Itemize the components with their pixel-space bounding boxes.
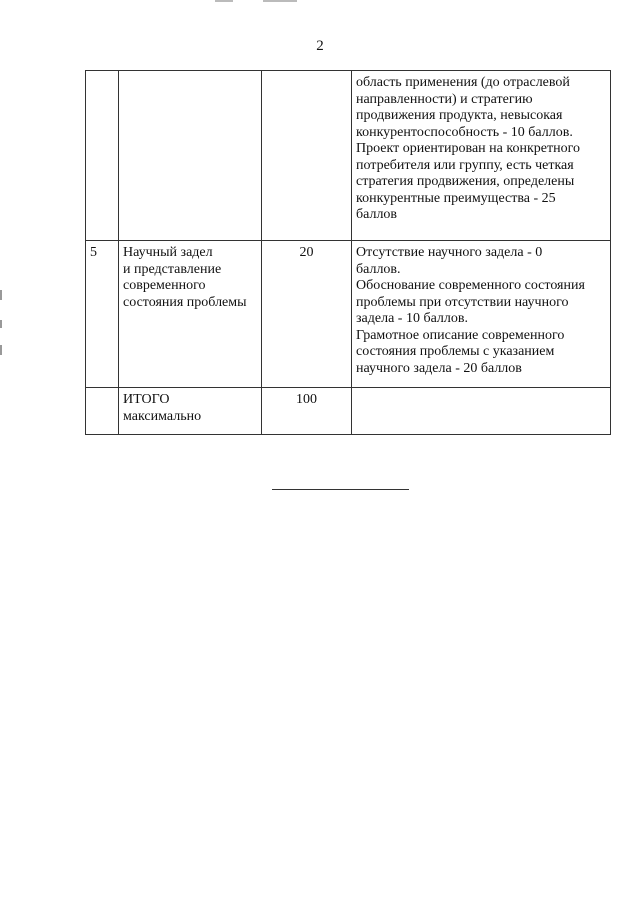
scoring-description-line: область применения (до отраслевой (356, 75, 570, 90)
scoring-description-line: направленности) и стратегию (356, 91, 533, 107)
criterion-name-line: максимально (123, 408, 202, 424)
scoring-description-line: конкурентоспособность - 10 баллов. (356, 124, 573, 140)
scoring-description-line: Проект ориентирован на конкретного (356, 141, 580, 156)
scoring-description-cell (352, 388, 611, 435)
scoring-description-line: конкурентные преимущества - 25 (356, 190, 556, 206)
scoring-description-line: баллов. (356, 261, 401, 277)
table-row (86, 71, 611, 241)
scan-artifact-left-1 (0, 290, 2, 300)
max-points-cell (262, 241, 352, 388)
max-points: 20 (299, 245, 314, 260)
scoring-description-line: баллов (356, 207, 398, 222)
scan-artifact-left-2 (0, 320, 2, 328)
scoring-description-line: Обоснование современного состояния (356, 278, 585, 293)
criterion-name-line: состояния проблемы (123, 294, 247, 310)
criterion-name-line: Научный задел (123, 245, 213, 260)
scoring-description-line: научного задела - 20 баллов (356, 360, 522, 376)
max-points-cell (262, 71, 352, 241)
criteria-table-body (86, 71, 611, 435)
row-number-cell (86, 71, 119, 241)
criteria-table (85, 70, 611, 435)
criterion-name-cell (119, 71, 262, 241)
table-row (86, 388, 611, 435)
scoring-description-cell (352, 71, 611, 241)
scan-artifact-top (205, 0, 305, 3)
criterion-name-line: современного (123, 278, 206, 293)
table-row (86, 241, 611, 388)
scoring-description-line: Грамотное описание современного (356, 327, 565, 343)
scoring-description-line: стратегия продвижения, определены (356, 174, 575, 189)
max-points: 100 (296, 392, 317, 407)
scoring-description-line: проблемы при отсутствии научного (356, 294, 569, 310)
scoring-description-cell (352, 241, 611, 388)
criterion-name-cell (119, 241, 262, 388)
scoring-description-line: продвижения продукта, невысокая (356, 108, 563, 123)
scan-artifact-left-3 (0, 345, 2, 355)
scoring-description-line: состояния проблемы с указанием (356, 344, 555, 359)
criterion-name-line: ИТОГО (123, 392, 170, 407)
row-number: 5 (90, 245, 97, 260)
criterion-name-cell (119, 388, 262, 435)
row-number-cell (86, 241, 119, 388)
page-number: 2 (316, 38, 324, 54)
criterion-name-line: и представление (123, 261, 222, 277)
row-number-cell (86, 388, 119, 435)
closing-rule (272, 489, 409, 490)
scoring-description-line: потребителя или группу, есть четкая (356, 157, 574, 173)
scoring-description-line: задела - 10 баллов. (356, 311, 468, 326)
max-points-cell (262, 388, 352, 435)
scoring-description-line: Отсутствие научного задела - 0 (356, 245, 543, 260)
